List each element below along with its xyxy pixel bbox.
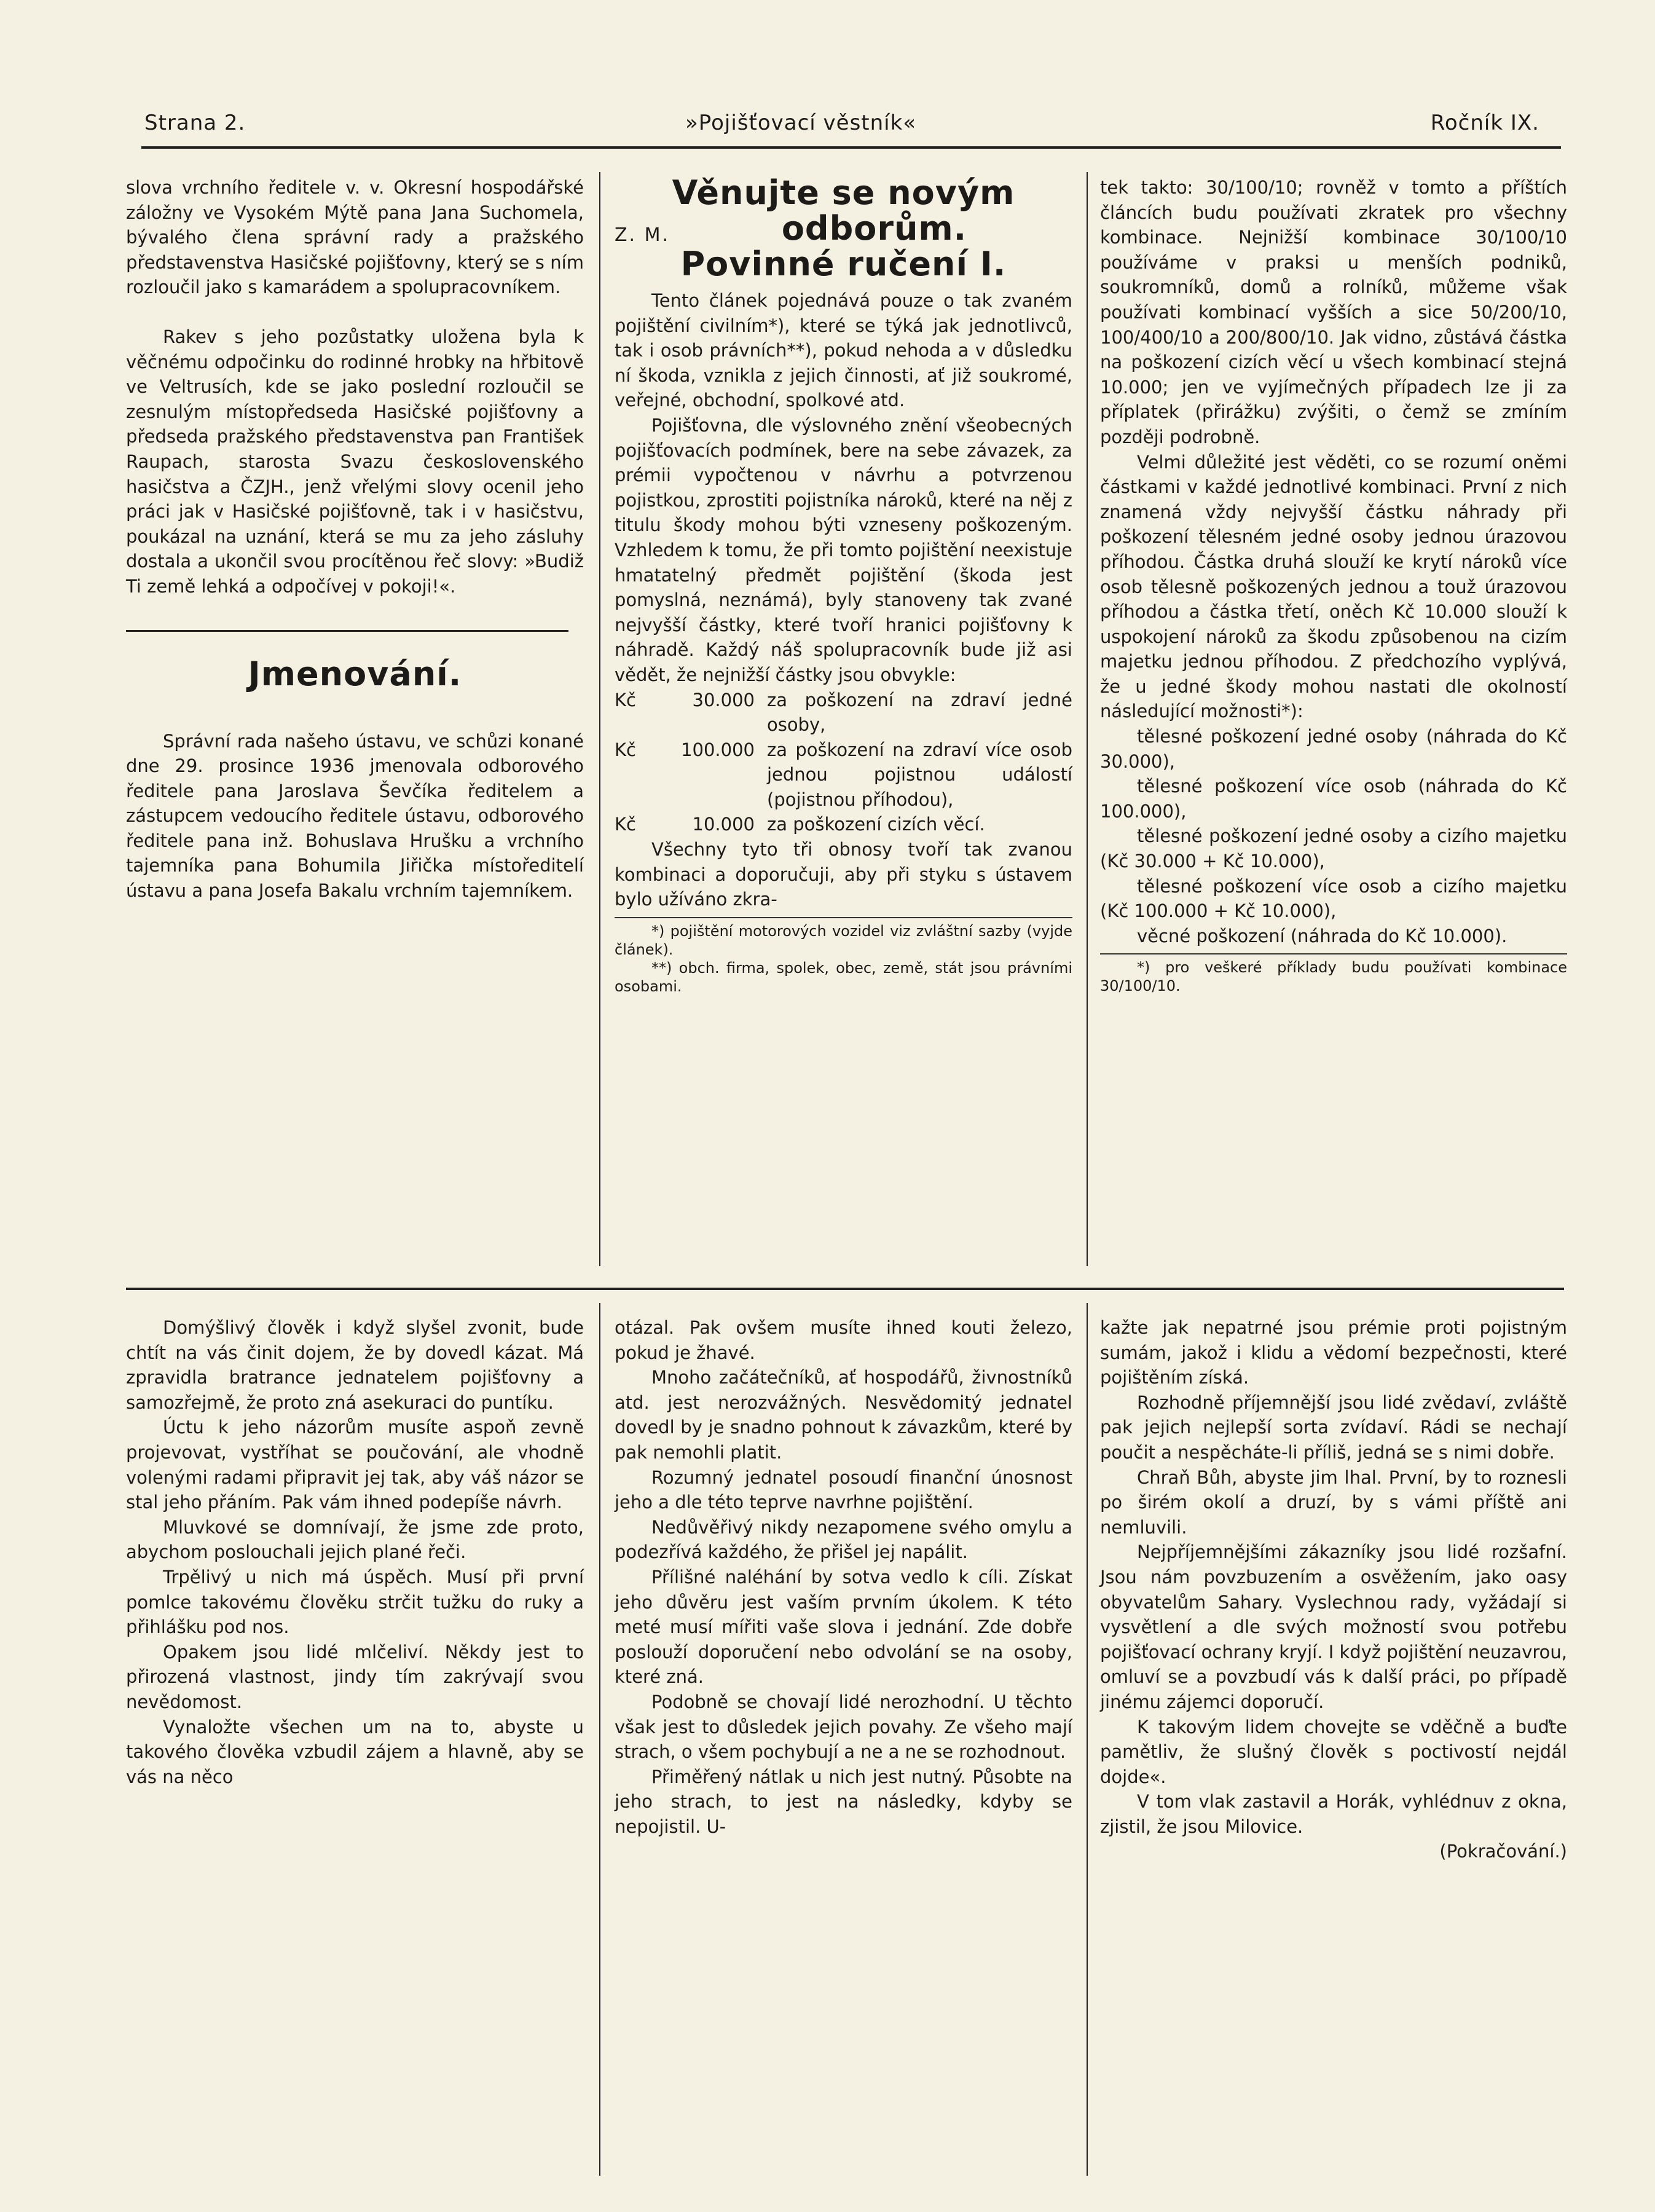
page-header [144, 111, 1539, 145]
column-1-upper [126, 175, 584, 903]
lower-paragraph: Domýšlivý člověk i když slyšel zvonit, bude chtít na vás činit dojem, že by dovedl kázat. Má zpravidla bratrance jednatelem pojišťovny a samozřejmě, že proto zná asekuraci do puntíku. [126, 1317, 584, 1413]
limit-description: za poškození cizích věcí. [767, 814, 985, 835]
lower-paragraph: Nejpříjemnějšími zákazníky jsou lidé rozšafní. Jsou nám povzbuzením a osvěžením, jako oasy obyvatelům Sahary. Vyslechnou rady, vyžádají si vysvětlení a dle svých možností svou potřebu pojišťovací ochrany kryjí. I když pojištění neuzavrou, omluví se a povzbudí vás k další práci, po případě jinému zájemci doporučí. [1100, 1541, 1567, 1712]
lower-paragraph: Rozumný jednatel posoudí finanční únosnost jeho a dle této teprve navrhne pojištění. [615, 1466, 1072, 1513]
lower-paragraph: Mluvkové se domnívají, že jsme zde proto, abychom poslouchali jejich plané řeči. [126, 1516, 584, 1563]
article-title-line-2: odborům. [781, 209, 967, 248]
lower-paragraph: Chraň Bůh, abyste jim lhal. První, by to roznesli po širém okolí a druzí, by s vámi příště ani nemluvili. [1100, 1466, 1567, 1538]
footnote-rule [615, 917, 1072, 918]
footnote-rule [1100, 953, 1567, 954]
currency: Kč [615, 689, 636, 710]
column-2-upper [615, 175, 1072, 996]
article-paragraph-2: Pojišťovna, dle výslovného znění všeobecných pojišťovacích podmínek, bere na sebe závazek, za prémii vypočtenou v návrhu a potvrzenou pojistkou, zprostiti pojistníka nároků, které na něj z titulu škody mohou býti vzneseny poškozeným. Vzhledem k tomu, že při tomto pojištění neexistuje hmatatelný předmět pojištění (škoda jest pomyslná, neznámá), byly stanoveny tak zvané nejvyšší částky, které tvoří hranici pojišťovny k náhradě. Každý náš spolupracovník bude již asi vědět, že nejnižší částky jsou obvykle: [615, 414, 1072, 685]
appointments-paragraph: Správní rada našeho ústavu, ve schůzi konané dne 29. prosince 1936 jmenovala odborového ředitele pana Jaroslava Ševčíka ředitelem a zástupcem vedoucího ředitele ústavu, odborového ředitele pana inž. Bohuslava Hrušku a vrchního tajemníka pana Bohumila Jiřička místoředitelí ústavu a pana Josefa Bakalu vrchním tajemníkem. [126, 730, 584, 902]
article-title-line-1: Věnujte se novým [672, 173, 1015, 212]
amount: 100.000 [681, 739, 755, 760]
column-divider-2 [1087, 172, 1088, 1266]
lower-paragraph: Úctu k jeho názorům musíte aspoň zevně projevovat, vystříhat se poučování, ale vhodně volenými radami připravit jej tak, aby váš názor se stal jeho přáním. Pak vám ihned podepíše návrh. [126, 1417, 584, 1513]
lower-paragraph: Trpělivý u nich má úspěch. Musí při první pomlce takovému člověku strčit tužku do ruky a přihlášku pod nos. [126, 1566, 584, 1638]
column-divider-1 [599, 172, 600, 1266]
to-be-continued: (Pokračování.) [1439, 1841, 1567, 1862]
lower-paragraph: Přílišné naléhání by sotva vedlo k cíli. Získat jeho důvěru jest vaším prvním úkolem. K této meté musí mířiti vaše slova i jednání. Zde dobře poslouží doporučení nebo odvolání se na osoby, které zná. [615, 1566, 1072, 1688]
footnote-1: *) pojištění motorových vozidel viz zvláštní sazby (vyjde článek). [615, 922, 1072, 958]
possibility-item: tělesné poškození jedné osoby (náhrada do Kč 30.000), [1100, 726, 1567, 772]
column-3-upper [1100, 175, 1567, 995]
column-2-lower [615, 1315, 1072, 1839]
lower-paragraph: V tom vlak zastavil a Horák, vyhlédnuv z okna, zjistil, že jsou Milovice. [1100, 1791, 1567, 1837]
column-3-lower [1100, 1315, 1567, 1864]
section-separator [126, 1288, 1564, 1290]
footnote-2: **) obch. firma, spolek, obec, země, stát jsou právními osobami. [615, 959, 1072, 995]
section-title-appointments: Jmenování. [248, 654, 462, 693]
article-continued: tek takto: 30/100/10; rovněž v tomto a příštích článcích budu používati zkratek pro všechny kombinace. Nejnižší kombinace 30/100/10 používáme v praksi u menších podniků, soukromníků, domů a rolníků, můžeme však používati kombinací vyšších a sice 50/200/10, 100/400/10 a 200/800/10. Jak vidno, zůstává částka na poškození cizích věcí u všech kombinací stejná 10.000; jen ve vyjímečných případech lze ji za příplatek (přirážku) zvýšiti, o čemž se zmíním později podrobně. [1100, 177, 1567, 447]
lower-paragraph: Vynaložte všechen um na to, abyste u takového člověka vzbudil zájem a hlavně, aby se vás na něco [126, 1716, 584, 1787]
limits-row [615, 688, 1072, 738]
lower-paragraph: Přiměřený nátlak u nich jest nutný. Působte na jeho strach, to jest na následky, kdyby se nepojistil. U- [615, 1766, 1072, 1837]
column-divider-4 [1087, 1303, 1088, 2176]
lower-paragraph: Podobně se chovají lidé nerozhodní. U těchto však jest to důsledek jejich povahy. Ze všeho mají strach, o všem pochybují a ne a ne se rozhodnout. [615, 1691, 1072, 1763]
lower-paragraph: otázal. Pak ovšem musíte ihned kouti železo, pokud je žhavé. [615, 1317, 1072, 1363]
lower-paragraph: Nedůvěřivý nikdy nezapomene svého omylu a podezřívá každého, že přišel jej napálit. [615, 1516, 1072, 1563]
currency: Kč [615, 814, 636, 835]
limits-table [615, 688, 1072, 838]
limits-row [615, 812, 1072, 837]
limit-description: za poškození na zdraví jedné osoby, [767, 689, 1072, 736]
possibility-item: věcné poškození (náhrada do Kč 10.000). [1137, 925, 1508, 947]
lower-paragraph: Rozhodně příjemnější jsou lidé zvědaví, zvláště pak jejich nejlepší sorta zvídaví. Rádi se nechají poučit a nespěcháte-li příliš, jedná se s nimi dobře. [1100, 1391, 1567, 1463]
footnote-3: *) pro veškeré příklady budu používati kombinace 30/100/10. [1100, 959, 1567, 995]
lower-paragraph: kažte jak nepatrné jsou prémie proti pojistným sumám, jakož i klidu a vědomí bezpečnosti, které pojištěním získá. [1100, 1317, 1567, 1388]
column-divider-3 [599, 1303, 600, 2176]
currency: Kč [615, 739, 636, 760]
article-paragraph-4: Velmi důležité jest věděti, co se rozumí oněmi částkami v každé jednotlivé kombinaci. První z nich znamená vždy nejvyšší částku náhrady při poškození tělesném jedné osoby jednou úrazovou příhodou. Částka druhá slouží ke krytí nároků více osob tělesně poškozených jednou a touž úrazovou příhodou a částka třetí, oněch Kč 10.000 slouží k uspokojení nároků za škodu způsobenou na cizím majetku jednou příhodou. Z předchozího vyplývá, že u jedné škody mohou nastati dle okolností následující možnosti*): [1100, 451, 1567, 722]
author-initials: Z. M. [615, 224, 670, 246]
possibility-item: tělesné poškození více osob a cizího majetku (Kč 100.000 + Kč 10.000), [1100, 875, 1567, 922]
lower-paragraph: K takovým lidem chovejte se vděčně a buďte pamětliv, že slušný člověk s poctivostí nejdál dojde«. [1100, 1716, 1567, 1787]
lower-paragraph: Mnoho začátečníků, ať hospodářů, živnostníků atd. jest nerozvážných. Nesvědomitý jednatel dovedl by je snadno pohnout k závazkům, které by pak nemohli platit. [615, 1367, 1072, 1463]
column-1-lower [126, 1315, 584, 1789]
section-divider [126, 630, 568, 632]
possibility-item: tělesné poškození jedné osoby a cizího majetku (Kč 30.000 + Kč 10.000), [1100, 825, 1567, 872]
obituary-continued: slova vrchního ředitele v. v. Okresní hospodářské záložny ve Vysokém Mýtě pana Jana Suchomela, bývalého člena správní rady a pražského představenstva Hasičské pojišťovny, který se s ním rozloučil jako s kamarádem a spolupracovníkem. [126, 177, 584, 298]
page-number: Strana 2. [144, 111, 246, 135]
lower-paragraph: Opakem jsou lidé mlčeliví. Někdy jest to přirozená vlastnost, jindy tím zakrývají svou nevědomost. [126, 1641, 584, 1712]
limits-row [615, 738, 1072, 813]
header-rule [141, 146, 1561, 149]
limit-description: za poškození na zdraví více osob jednou pojistnou událostí (pojistnou příhodou), [767, 739, 1072, 810]
volume-number: Ročník IX. [1430, 111, 1539, 135]
article-paragraph-1: Tento článek pojednává pouze o tak zvaném pojištění civilním*), které se týká jak jednotlivců, tak i osob právních**), pokud nehoda a v důsledku ní škoda, vznikla z jejich činnosti, ať již soukromé, veřejné, obchodní, spolkové atd. [615, 290, 1072, 411]
obituary-paragraph: Rakev s jeho pozůstatky uložena byla k věčnému odpočinku do rodinné hrobky na hřbitově ve Veltrusích, kde se jako poslední rozloučil se zesnulým místopředseda Hasičské pojišťovny a předseda pražského představenstva pan František Raupach, starosta Svazu československého hasičstva a ČZJH., jenž vřelými slovy ocenil jeho práci jak v Hasičské pojišťovně, tak i v hasičstvu, poukázal na uznání, která se mu za jeho zásluhy dostala a ukončil svou procítěnou řeč slovy: »Budiž Ti země lehká a odpočívej v pokoji!«. [126, 326, 584, 597]
amount: 30.000 [692, 689, 755, 710]
article-subtitle: Povinné ručení I. [680, 245, 1007, 283]
article-paragraph-3: Všechny tyto tři obnosy tvoří tak zvanou kombinaci a doporučuji, aby při styku s ústavem bylo užíváno zkra- [615, 839, 1072, 910]
possibility-item: tělesné poškození více osob (náhrada do Kč 100.000), [1100, 776, 1567, 822]
amount: 10.000 [692, 814, 755, 835]
publication-title: »Pojišťovací věstník« [685, 111, 917, 135]
